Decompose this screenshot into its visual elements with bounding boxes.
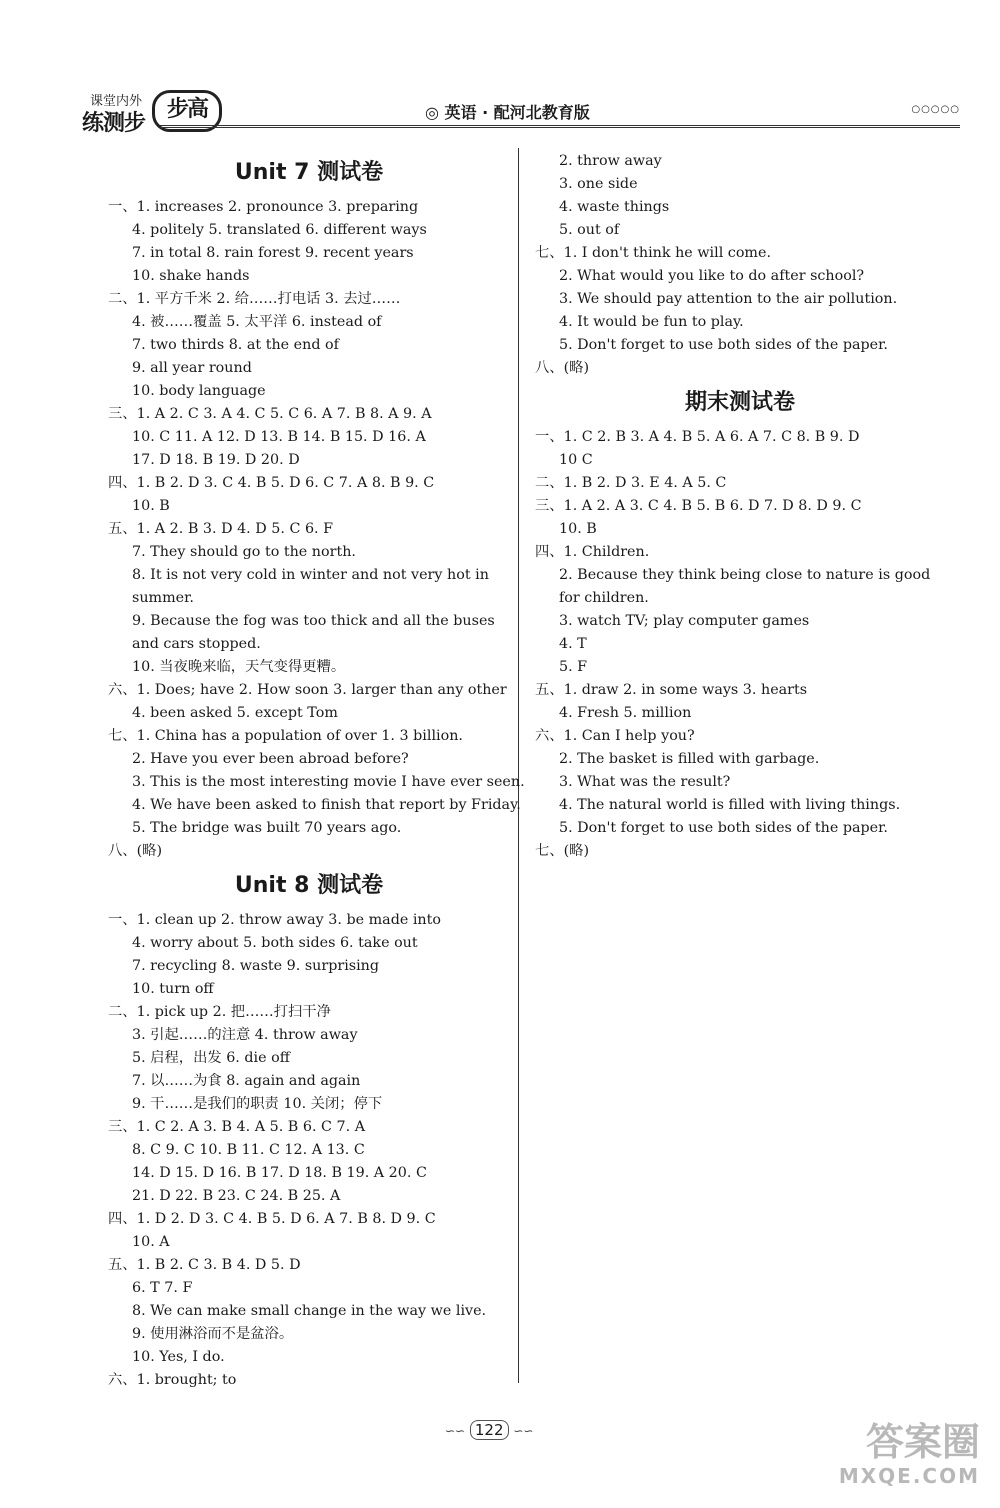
answer-line: 3. We should pay attention to the air pollution. bbox=[559, 291, 898, 307]
answer-line: 三、1. C 2. A 3. B 4. A 5. B 6. C 7. A bbox=[108, 1119, 366, 1135]
answer-line: 3. 引起……的注意 4. throw away bbox=[132, 1027, 358, 1043]
answer-line: 3. watch TV; play computer games bbox=[559, 613, 810, 629]
answer-line: 5. The bridge was built 70 years ago. bbox=[132, 820, 402, 836]
answer-line: 五、1. A 2. B 3. D 4. D 5. C 6. F bbox=[108, 521, 334, 537]
answer-line: 10. B bbox=[132, 498, 170, 514]
answer-line: 10. shake hands bbox=[132, 268, 250, 284]
answer-line: 2. Have you ever been abroad before? bbox=[132, 751, 409, 767]
watermark bbox=[839, 1420, 980, 1488]
answer-line: 5. 启程，出发 6. die off bbox=[132, 1050, 290, 1066]
answer-line: 2. throw away bbox=[559, 153, 662, 169]
page-header bbox=[80, 84, 960, 144]
answer-line: 4. been asked 5. except Tom bbox=[132, 705, 338, 721]
unit8-title: Unit 8 测试卷 bbox=[234, 873, 384, 898]
answer-line: 三、1. A 2. C 3. A 4. C 5. C 6. A 7. B 8. A 9. A bbox=[108, 406, 432, 422]
answer-line: 一、1. increases 2. pronounce 3. preparing bbox=[108, 199, 419, 215]
unit7-title: Unit 7 测试卷 bbox=[234, 160, 384, 185]
answer-line: 2. The basket is filled with garbage. bbox=[559, 751, 820, 767]
watermark-url: MXQE.COM bbox=[838, 1464, 980, 1488]
answer-line: 4. 被……覆盖 5. 太平洋 6. instead of bbox=[132, 314, 382, 330]
answer-line: 四、1. Children. bbox=[535, 544, 650, 560]
header-dots: ○○○○○ bbox=[911, 104, 960, 115]
answer-line: 八、(略) bbox=[108, 843, 163, 859]
answer-line: 7. two thirds 8. at the end of bbox=[132, 337, 339, 353]
page-footer bbox=[445, 1420, 533, 1440]
answer-line: 3. What was the result? bbox=[559, 774, 731, 790]
answer-line: 10. B bbox=[559, 521, 597, 537]
answer-line: 二、1. 平方千米 2. 给……打电话 3. 去过…… bbox=[108, 291, 401, 307]
answer-line: 7. They should go to the north. bbox=[132, 544, 356, 560]
answer-line: 9. 使用淋浴而不是盆浴。 bbox=[132, 1326, 294, 1342]
answer-line: 10. turn off bbox=[132, 981, 214, 997]
answer-line: 八、(略) bbox=[535, 360, 590, 376]
answer-line: 6. T 7. F bbox=[132, 1280, 193, 1296]
answer-line: 3. This is the most interesting movie I have ever seen. bbox=[132, 774, 525, 790]
answer-line: 8. We can make small change in the way we live. bbox=[132, 1303, 487, 1319]
answer-line: 六、1. Does; have 2. How soon 3. larger than any other bbox=[108, 682, 507, 698]
answer-line: 3. one side bbox=[559, 176, 638, 192]
left-column bbox=[108, 150, 525, 1392]
answer-line: 7. recycling 8. waste 9. surprising bbox=[132, 958, 380, 974]
answer-line: 七、1. China has a population of over 1. 3 billion. bbox=[108, 728, 463, 744]
answer-line: 2. What would you like to do after school? bbox=[559, 268, 865, 284]
answer-line: 二、1. pick up 2. 把……打扫干净 bbox=[108, 1004, 331, 1020]
answer-line: 四、1. B 2. D 3. C 4. B 5. D 6. C 7. A 8. B 9. C bbox=[108, 475, 435, 491]
column-divider bbox=[518, 148, 519, 1383]
answer-line: 9. Because the fog was too thick and all the buses and cars stopped. bbox=[132, 613, 495, 652]
answer-line: 四、1. D 2. D 3. C 4. B 5. D 6. A 7. B 8. D 9. C bbox=[108, 1211, 436, 1227]
answer-line: 2. Because they think being close to nature is good for children. bbox=[559, 567, 931, 606]
answer-line: 14. D 15. D 16. B 17. D 18. B 19. A 20. C bbox=[132, 1165, 427, 1181]
answer-line: 4. We have been asked to finish that report by Friday. bbox=[132, 797, 521, 813]
answer-line: 21. D 22. B 23. C 24. B 25. A bbox=[132, 1188, 341, 1204]
answer-line: 一、1. C 2. B 3. A 4. B 5. A 6. A 7. C 8. B 9. D bbox=[535, 429, 860, 445]
answer-line: 10 C bbox=[559, 452, 593, 468]
answer-line: 10. body language bbox=[132, 383, 266, 399]
answer-line: 5. out of bbox=[559, 222, 620, 238]
answer-line: 六、1. brought; to bbox=[108, 1372, 237, 1388]
answer-line: 5. F bbox=[559, 659, 588, 675]
answer-line: 5. Don't forget to use both sides of the paper. bbox=[559, 820, 888, 836]
answer-line: 4. The natural world is filled with living things. bbox=[559, 797, 901, 813]
header-rule bbox=[160, 125, 960, 128]
brand-badge: 步高 bbox=[152, 90, 222, 132]
answer-line: 4. waste things bbox=[559, 199, 670, 215]
answer-line: 4. worry about 5. both sides 6. take out bbox=[132, 935, 418, 951]
header-title: ◎ 英语 · 配河北教育版 bbox=[425, 103, 590, 122]
answer-line: 9. 干……是我们的职责 10. 关闭；停下 bbox=[132, 1096, 383, 1112]
answer-line: 六、1. Can I help you? bbox=[535, 728, 695, 744]
answer-line: 10. Yes, I do. bbox=[132, 1349, 225, 1365]
right-column bbox=[535, 150, 945, 863]
brand-logo-text: 练测步 bbox=[82, 111, 146, 136]
answer-line: 10. A bbox=[132, 1234, 170, 1250]
footer-ornament-right: ∽∽ bbox=[513, 1424, 534, 1438]
answer-line: 7. 以……为食 8. again and again bbox=[132, 1073, 361, 1089]
answer-line: 4. T bbox=[559, 636, 587, 652]
answer-line: 七、1. I don't think he will come. bbox=[535, 245, 771, 261]
answer-line: 8. C 9. C 10. B 11. C 12. A 13. C bbox=[132, 1142, 365, 1158]
answer-line: 17. D 18. B 19. D 20. D bbox=[132, 452, 300, 468]
answer-line: 4. It would be fun to play. bbox=[559, 314, 744, 330]
watermark-logo-text: 答案圈 bbox=[865, 1420, 980, 1464]
brand-small-text: 课堂内外 bbox=[90, 94, 143, 109]
answer-line: 一、1. clean up 2. throw away 3. be made into bbox=[108, 912, 441, 928]
answer-line: 七、(略) bbox=[535, 843, 590, 859]
answer-line: 4. politely 5. translated 6. different ways bbox=[132, 222, 427, 238]
answer-line: 4. Fresh 5. million bbox=[559, 705, 692, 721]
answer-line: 三、1. A 2. A 3. C 4. B 5. B 6. D 7. D 8. D 9. C bbox=[535, 498, 862, 514]
answer-line: 五、1. B 2. C 3. B 4. D 5. D bbox=[108, 1257, 301, 1273]
page-number: 122 bbox=[470, 1420, 509, 1440]
answer-line: 五、1. draw 2. in some ways 3. hearts bbox=[535, 682, 808, 698]
answer-line: 二、1. B 2. D 3. E 4. A 5. C bbox=[535, 475, 727, 491]
footer-ornament-left: ∽∽ bbox=[445, 1424, 466, 1438]
final-test-title: 期末测试卷 bbox=[684, 390, 795, 415]
answer-line: 5. Don't forget to use both sides of the paper. bbox=[559, 337, 888, 353]
answer-line: 7. in total 8. rain forest 9. recent years bbox=[132, 245, 414, 261]
answer-line: 10. C 11. A 12. D 13. B 14. B 15. D 16. A bbox=[132, 429, 426, 445]
answer-line: 8. It is not very cold in winter and not very hot in summer. bbox=[132, 567, 489, 606]
answer-line: 9. all year round bbox=[132, 360, 252, 376]
answer-line: 10. 当夜晚来临，天气变得更糟。 bbox=[132, 659, 346, 675]
